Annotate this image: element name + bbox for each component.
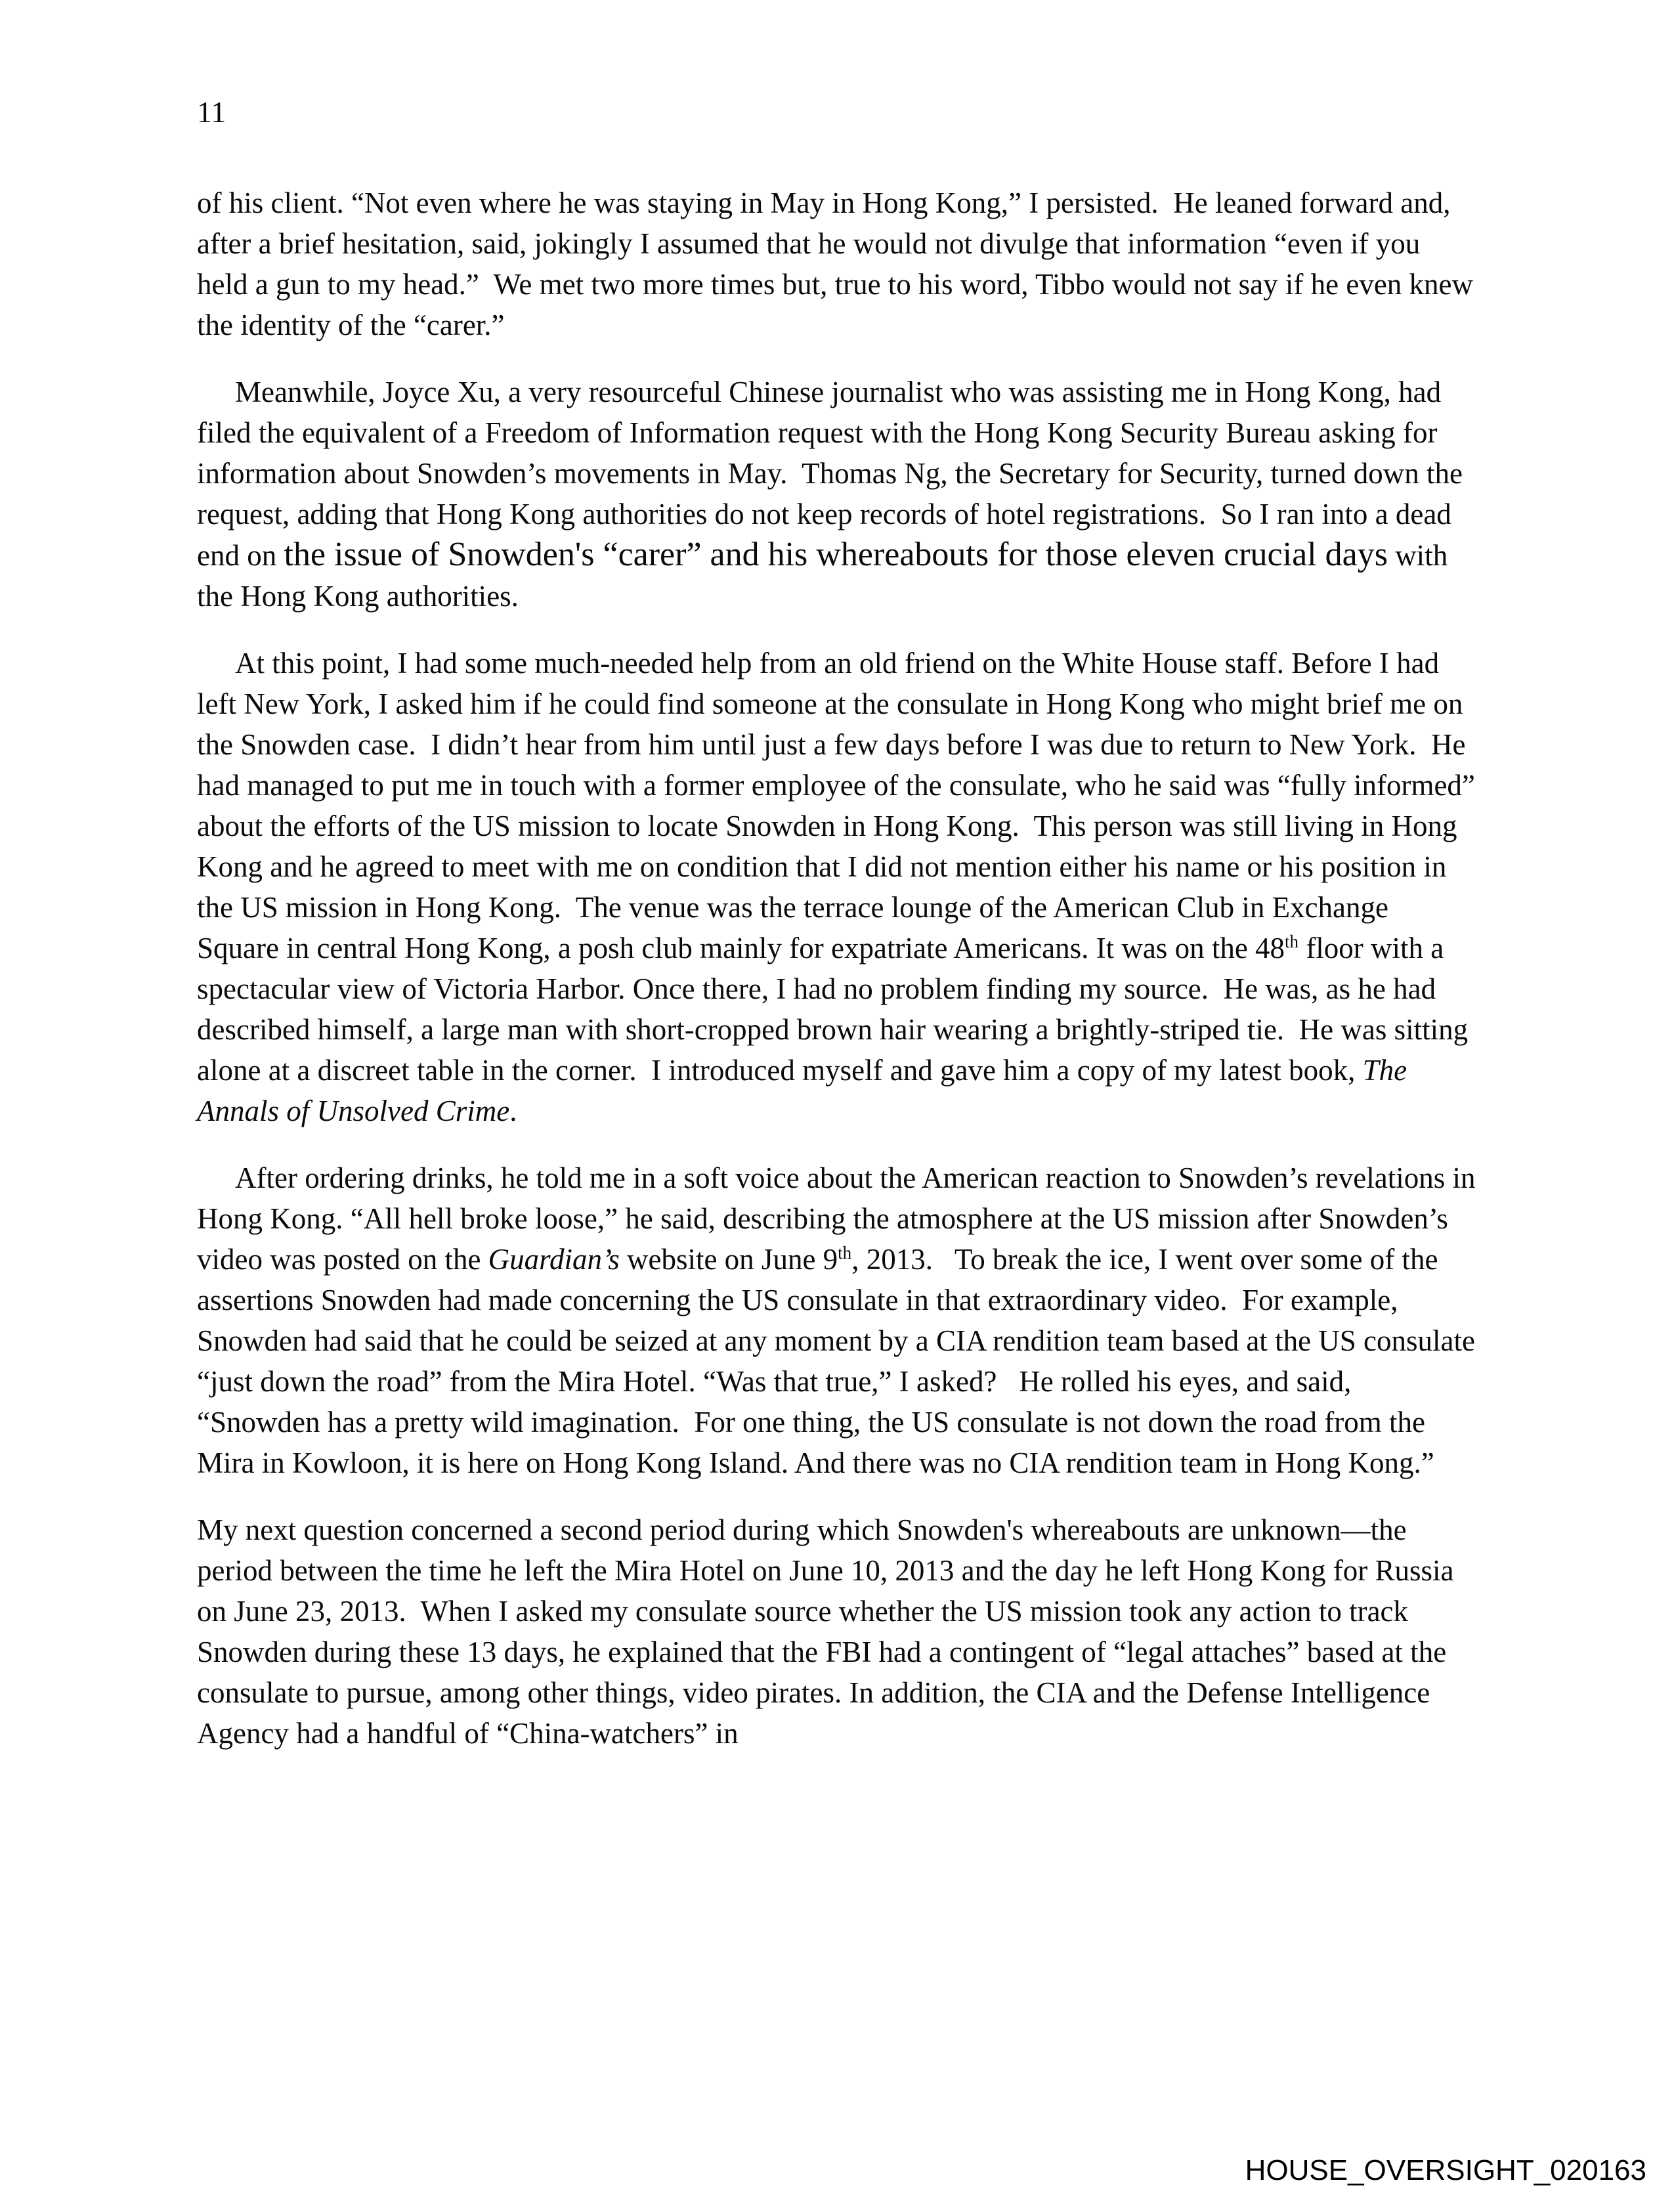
text-run: with the Hong Kong authorities. (197, 539, 1455, 613)
paragraph (197, 372, 1477, 617)
text-run-large: the issue of Snowden's “carer” and his whereabouts for those eleven crucial days (284, 536, 1388, 573)
text-run-italic: The Annals of Unsolved Crime (197, 1054, 1414, 1127)
paragraph (197, 1509, 1477, 1754)
text-run: of his client. “Not even where he was staying in May in Hong Kong,” I persisted. He leaned forward and, after a brief hesitation, said, jokingly I assumed that he would not divulge that information “even if you held a gun to my head.” We met two more times but, true to his word, Tibbo would not say if he even knew the identity of the “carer.” (197, 186, 1481, 341)
text-run: floor with a spectacular view of Victoria Harbor. Once there, I had no problem finding my source. He was, as he had described himself, a large man with short-cropped brown hair wearing a brightly-striped tie. He was sitting alone at a discreet table in the corner. I introduced myself and gave him a copy of my latest book, (197, 932, 1476, 1087)
page-number: 11 (197, 95, 226, 129)
paragraph (197, 183, 1481, 345)
bates-stamp: HOUSE_OVERSIGHT_020163 (1245, 2154, 1646, 2186)
text-run: After ordering drinks, he told me in a soft voice about the American reaction to Snowden’s revelations in Hong Kong. “All hell broke loose,” he said, describing the atmosphere at the US mission after Snowden’s video was posted on the (197, 1161, 1483, 1276)
text-run: . (509, 1095, 517, 1127)
text-run-italic: Guardian’s (488, 1243, 620, 1276)
text-run-sup: th (1285, 932, 1299, 951)
document-body (197, 183, 1483, 1780)
text-run-sup: th (838, 1243, 852, 1263)
text-run: At this point, I had some much-needed help from an old friend on the White House staff. Before I had left New York, I asked him if he could find someone at the consulate in Hong Kong who might brief me on the Snowden case. I didn’t hear from him until just a few days before I was due to return to New York. He had managed to put me in touch with a former employee of the consulate, who he said was “fully informed” about the efforts of the US mission to locate Snowden in Hong Kong. This person was still living in Hong Kong and he agreed to meet with me on condition that I did not mention either his name or his position in the US mission in Hong Kong. The venue was the terrace lounge of the American Club in Exchange Square in central Hong Kong, a posh club mainly for expatriate Americans. It was on the 48 (197, 647, 1483, 965)
paragraph (197, 643, 1483, 1131)
text-run: , 2013. To break the ice, I went over some of the assertions Snowden had made concerning the US consulate in that extraordinary video. For example, Snowden had said that he could be seized at any moment by a CIA rendition team based at the US consulate “just down the road” from the Mira Hotel. “Was that true,” I asked? He rolled his eyes, and said, “Snowden has a pretty wild imagination. For one thing, the US consulate is not down the road from the Mira in Kowloon, it is here on Hong Kong Island. And there was no CIA rendition team in Hong Kong.” (197, 1243, 1483, 1479)
text-run: website on June 9 (619, 1243, 838, 1276)
paragraph (197, 1158, 1483, 1483)
text-run: Meanwhile, Joyce Xu, a very resourceful Chinese journalist who was assisting me in Hong Kong, had filed the equivalent of a Freedom of Information request with the Hong Kong Security Bureau asking for information about Snowden’s movements in May. Thomas Ng, the Secretary for Security, turned down the request, adding that Hong Kong authorities do not keep records of hotel registrations. So I ran into a dead end on (197, 376, 1470, 572)
text-run: My next question concerned a second period during which Snowden's whereabouts are unknown—the period between the time he left the Mira Hotel on June 10, 2013 and the day he left Hong Kong for Russia on June 23, 2013. When I asked my consulate source whether the US mission took any action to track Snowden during these 13 days, he explained that the FBI had a contingent of “legal attaches” based at the consulate to pursue, among other things, video pirates. In addition, the CIA and the Defense Intelligence Agency had a handful of “China-watchers” in (197, 1513, 1461, 1750)
